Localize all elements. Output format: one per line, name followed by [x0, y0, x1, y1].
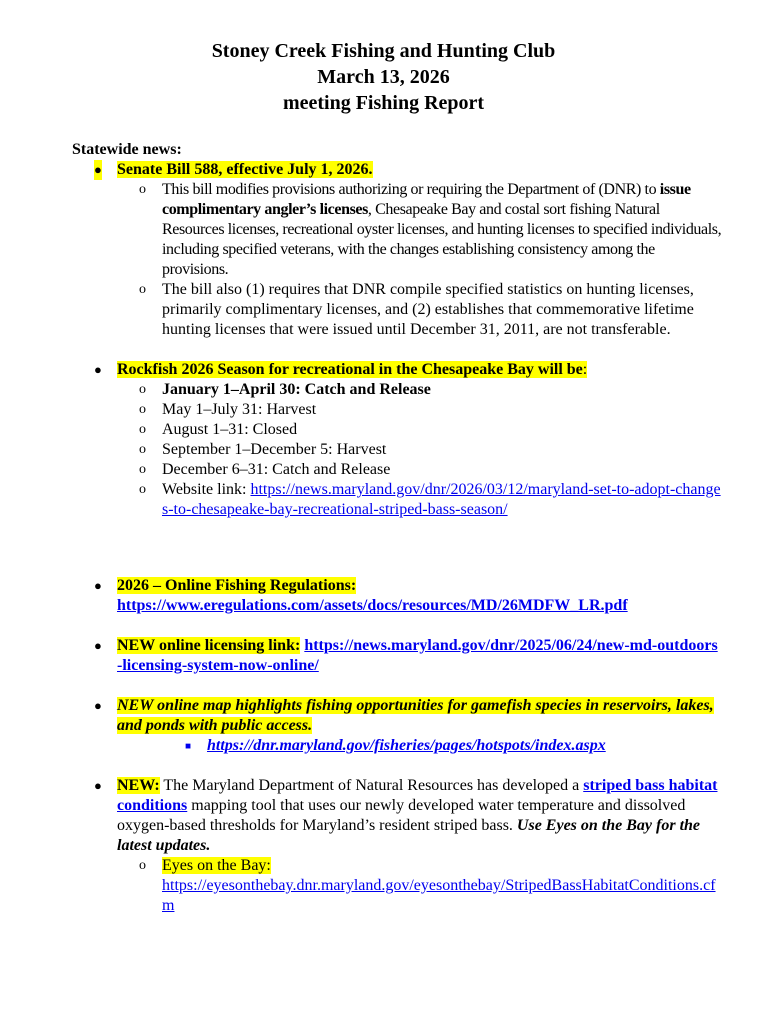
document-body: [72, 140, 722, 916]
map-link-item: [72, 736, 722, 756]
licensing-link[interactable]: https://news.maryland.gov/dnr/2025/06/24/new-md-outdoors-licensing-system-now-online/: [117, 637, 718, 674]
habitat-emphasis: Use Eyes on the Bay for the latest updates.: [117, 817, 701, 854]
circle-bullet-icon: o: [139, 462, 146, 477]
square-bullet-icon: ■: [185, 741, 192, 752]
bullet-icon: ●: [94, 778, 102, 793]
season-item: [72, 380, 722, 400]
report-title: meeting Fishing Report: [282, 92, 485, 114]
licensing-item: [72, 636, 722, 676]
season-text: May 1–July 31: Harvest: [162, 401, 317, 418]
club-name: Stoney Creek Fishing and Hunting Club: [211, 40, 556, 62]
rockfish-season-link[interactable]: https://news.maryland.gov/dnr/2026/03/12/maryland-set-to-adopt-changes-to-chesapeake-bay-recreational-striped-bass-season/: [162, 481, 721, 518]
season-item: [72, 420, 722, 440]
rockfish-heading-suffix: :: [582, 361, 588, 378]
meeting-date: March 13, 2026: [317, 66, 450, 88]
habitat-text: mapping tool that uses our newly developed water temperature and dissolved oxygen-based thresholds for Maryland’s resident striped bass.: [117, 797, 686, 834]
detail-text: , Chesapeake Bay and costal sort fishing Natural Resources licenses, recreational oyster licenses, and hunting licenses to specified individuals, including specified veterans, with the changes establishing consistency among the provisions.: [162, 201, 722, 278]
detail-text: This bill modifies provisions authorizing or requiring the Department of (DNR) to: [162, 181, 660, 198]
detail-bold-text: issue complimentary angler’s licenses: [162, 181, 691, 218]
habitat-text: The Maryland Department of Natural Resources has developed a: [159, 777, 584, 794]
regulations-heading: 2026 – Online Fishing Regulations:: [117, 577, 357, 594]
bullet-icon: ●: [94, 638, 102, 653]
season-item: [72, 400, 722, 420]
circle-bullet-icon: o: [139, 402, 146, 417]
season-item: [72, 440, 722, 460]
licensing-heading: NEW online licensing link:: [117, 637, 301, 654]
bullet-icon: ●: [94, 362, 102, 377]
circle-bullet-icon: o: [139, 482, 146, 497]
map-heading: NEW online map highlights fishing opportunities for gamefish species in reservoirs, lakes, and ponds with public access.: [117, 697, 714, 734]
circle-bullet-icon: o: [139, 282, 146, 297]
season-text: August 1–31: Closed: [162, 421, 298, 438]
bullet-icon: ●: [94, 578, 102, 593]
document-title: [0, 38, 767, 116]
season-text: September 1–December 5: Harvest: [162, 441, 387, 458]
habitat-item: [72, 776, 722, 856]
senate-bill-detail-1: [72, 180, 722, 280]
website-link-item: [72, 480, 722, 520]
season-text: January 1–April 30: Catch and Release: [162, 381, 431, 398]
detail-text: The bill also (1) requires that DNR compile specified statistics on hunting licenses, primarily complimentary licenses, and (2) establishes that commemorative lifetime hunting licenses that were issued until December 31, 2011, are not transferable.: [162, 281, 694, 338]
new-label: NEW:: [117, 777, 160, 794]
eyes-on-bay-label: Eyes on the Bay:: [162, 857, 271, 874]
season-item: [72, 460, 722, 480]
senate-bill-item: [72, 160, 722, 180]
circle-bullet-icon: o: [139, 442, 146, 457]
eyes-on-bay-item: [72, 856, 722, 916]
circle-bullet-icon: o: [139, 422, 146, 437]
senate-bill-heading: Senate Bill 588, effective July 1, 2026.: [117, 161, 373, 178]
section-heading: Statewide news:: [72, 141, 182, 158]
regulations-item: [72, 576, 722, 616]
hotspots-link[interactable]: https://dnr.maryland.gov/fisheries/pages/hotspots/index.aspx: [207, 737, 606, 754]
circle-bullet-icon: o: [139, 182, 146, 197]
circle-bullet-icon: o: [139, 858, 146, 873]
map-item: [72, 696, 722, 736]
eyes-on-bay-link[interactable]: https://eyesonthebay.dnr.maryland.gov/eyesonthebay/StripedBassHabitatConditions.cfm: [162, 877, 716, 914]
habitat-conditions-link[interactable]: striped bass habitat conditions: [117, 777, 718, 814]
website-label: Website link:: [162, 481, 251, 498]
regulations-link[interactable]: https://www.eregulations.com/assets/docs/resources/MD/26MDFW_LR.pdf: [117, 597, 628, 614]
rockfish-item: [72, 360, 722, 380]
bullet-icon: ●: [94, 698, 102, 713]
bullet-icon: ●: [94, 160, 102, 180]
rockfish-heading: Rockfish 2026 Season for recreational in the Chesapeake Bay will be: [117, 361, 583, 378]
circle-bullet-icon: o: [139, 382, 146, 397]
season-text: December 6–31: Catch and Release: [162, 461, 391, 478]
senate-bill-detail-2: [72, 280, 722, 340]
